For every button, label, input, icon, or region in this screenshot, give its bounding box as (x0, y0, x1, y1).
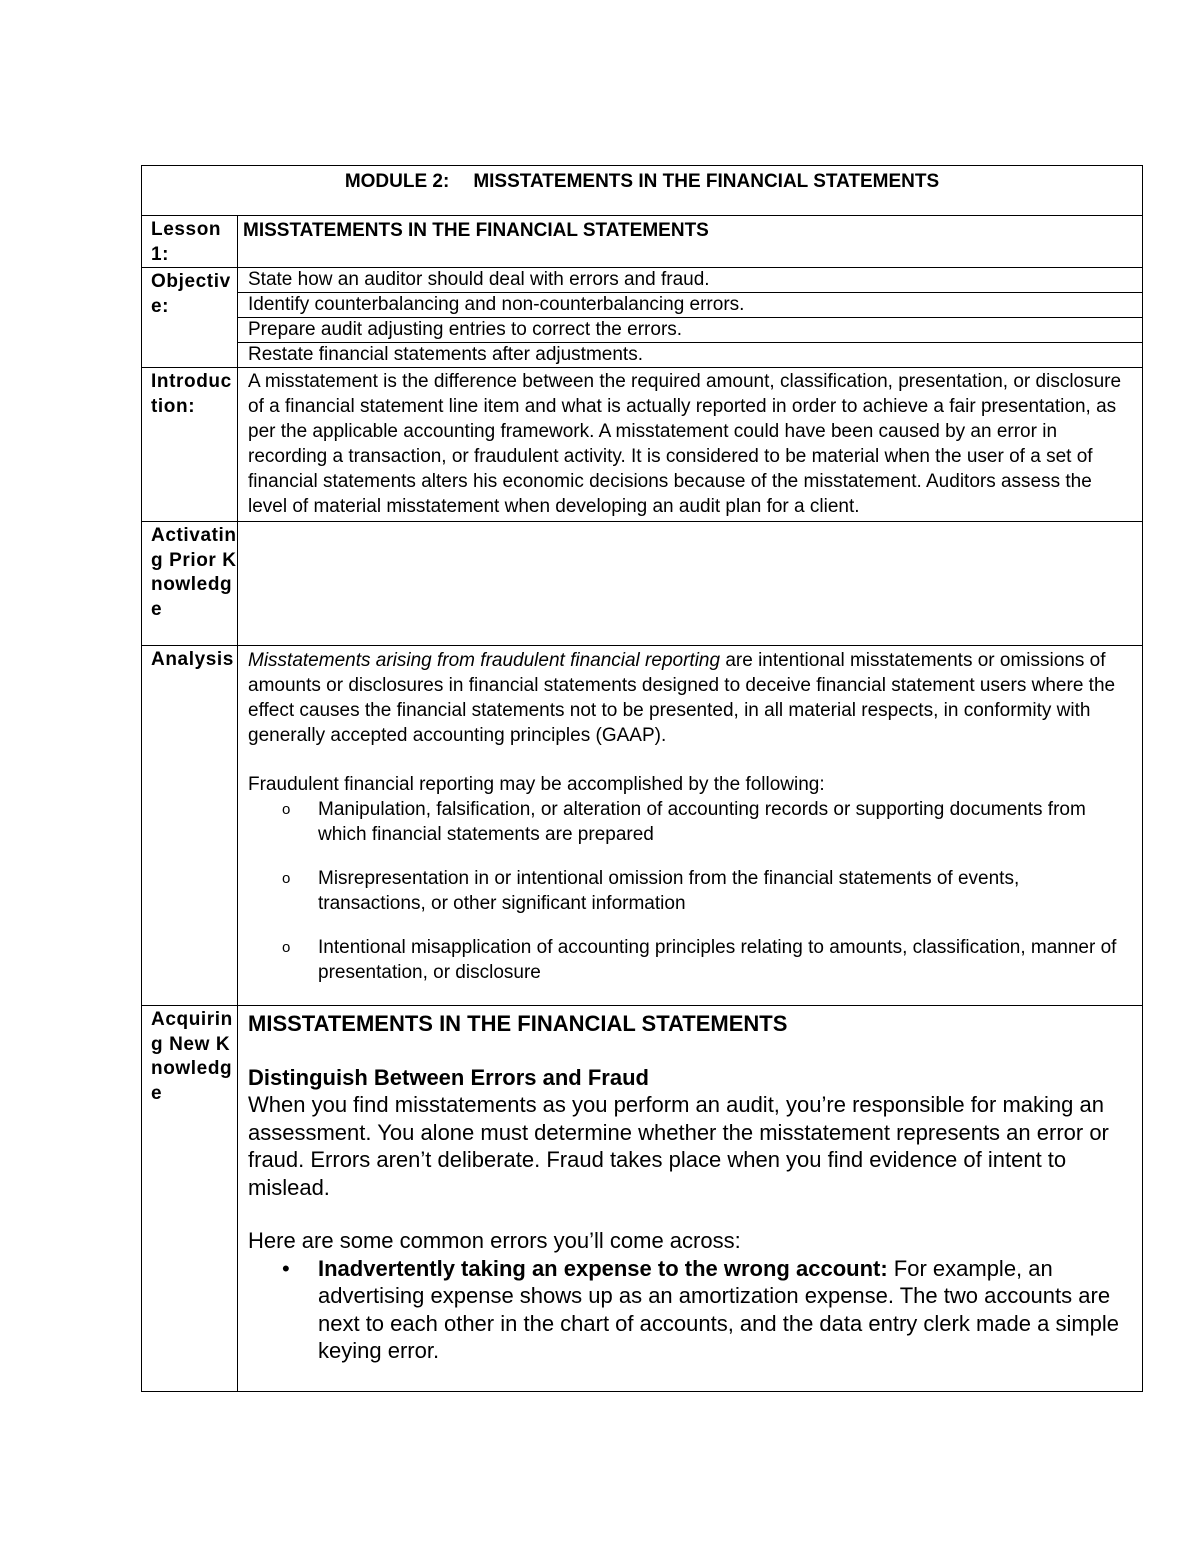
list-item-text: Misrepresentation in or intentional omission from the financial statements of events, transactions, or other significant information (318, 868, 1020, 914)
acquiring-content (238, 1006, 1143, 1392)
list-item (248, 935, 1132, 985)
list-item (248, 866, 1132, 916)
analysis-paragraph-rest: are intentional misstatements or omissions of amounts or disclosures in financial statements designed to deceive financial statement users where the effect causes the financial statements not to be presented, in all material respects, in conformity with generally accepted accounting principles (GAAP). (248, 650, 1116, 746)
module-title: MISSTATEMENTS IN THE FINANCIAL STATEMENTS (473, 171, 940, 192)
module-header (142, 166, 1143, 216)
circle-bullet-icon: o (282, 939, 291, 956)
objective-item: Prepare audit adjusting entries to correct the errors. (238, 318, 1143, 343)
circle-bullet-icon: o (282, 801, 291, 818)
objective-item: Restate financial statements after adjustments. (238, 343, 1143, 368)
acquiring-heading: MISSTATEMENTS IN THE FINANCIAL STATEMENTS (248, 1011, 788, 1036)
fraud-methods-list (248, 797, 1132, 985)
list-item-text: For example, an advertising expense shows up as an amortization expense. The two accounts are next to each other in the chart of accounts, and the data entry clerk made a simple keying error. (318, 1255, 1120, 1363)
list-item-lead: Inadvertently taking an expense to the wrong account: (318, 1255, 888, 1281)
circle-bullet-icon: o (282, 870, 291, 887)
list-item-text: Manipulation, falsification, or alteration of accounting records or supporting documents from which financial statements are prepared (318, 799, 1086, 845)
activating-content (238, 522, 1143, 646)
list-item (248, 1255, 1134, 1365)
objective-item: Identify counterbalancing and non-counterbalancing errors. (238, 293, 1143, 318)
list-item-text: Intentional misapplication of accounting principles relating to amounts, classification, manner of presentation, or disclosure (318, 937, 1117, 983)
lesson-row (142, 216, 1143, 268)
acquiring-row (142, 1006, 1143, 1392)
introduction-text: A misstatement is the difference between the required amount, classification, presentation, or disclosure of a financial statement line item and what is actually reported in order to achieve a fair presentation, as per the applicable accounting framework. A misstatement could have been caused by an error in recording a transaction, or fraudulent activity. It is considered to be material when the user of a set of financial statements alters his economic decisions because of the misstatement. Auditors assess the level of material misstatement when developing an audit plan for a client. (238, 368, 1143, 522)
activating-row (142, 522, 1143, 646)
introduction-label: Introduction: (142, 368, 238, 522)
objective-row (142, 268, 1143, 293)
analysis-label: Analysis (142, 646, 238, 1006)
acquiring-paragraph: When you find misstatements as you perform an audit, you’re responsible for making an assessment. You alone must determine whether the misstatement represents an error or fraud. Errors aren’t deliberate. Fraud takes place when you find evidence of intent to mislead. (248, 1092, 1109, 1200)
objective-row (142, 343, 1143, 368)
analysis-paragraph (248, 648, 1132, 748)
objective-label: Objective: (142, 268, 238, 368)
lesson-title: MISSTATEMENTS IN THE FINANCIAL STATEMENTS (238, 216, 1143, 268)
analysis-row (142, 646, 1143, 1006)
module-label: MODULE 2: (344, 171, 450, 192)
analysis-content (238, 646, 1143, 1006)
objective-row (142, 293, 1143, 318)
activating-label: Activating Prior Knowledge (142, 522, 238, 646)
module-table (141, 165, 1143, 1392)
acquiring-errors-intro: Here are some common errors you’ll come across: (248, 1228, 741, 1253)
analysis-italic-lead: Misstatements arising from fraudulent financial reporting (248, 650, 721, 671)
list-item (248, 797, 1132, 847)
common-errors-list (248, 1255, 1134, 1365)
analysis-intro-list: Fraudulent financial reporting may be accomplished by the following: (248, 774, 825, 795)
acquiring-label: Acquiring New Knowledge (142, 1006, 238, 1392)
objective-item: State how an auditor should deal with errors and fraud. (238, 268, 1143, 293)
lesson-label: Lesson 1: (142, 216, 238, 268)
objective-row (142, 318, 1143, 343)
acquiring-subheading: Distinguish Between Errors and Fraud (248, 1064, 649, 1090)
module-header-row (142, 166, 1143, 216)
bullet-icon: • (282, 1255, 290, 1281)
introduction-row (142, 368, 1143, 522)
